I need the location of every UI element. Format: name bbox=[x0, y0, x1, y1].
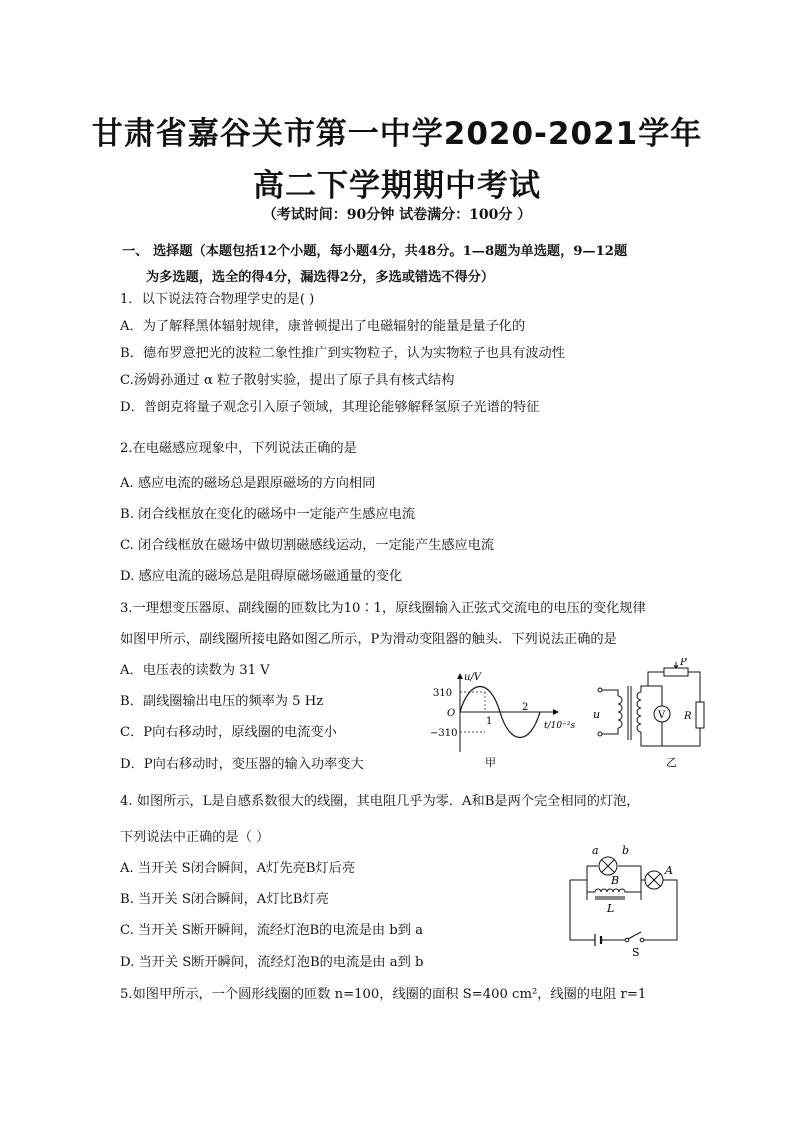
transformer-circuit-figure-yi bbox=[588, 658, 716, 772]
exam-title-line2: 高二下学期期中考试 bbox=[253, 168, 541, 204]
q1-option-a: A．为了解释黑体辐射规律，康普顿提出了电磁辐射的能量是量子化的 bbox=[120, 319, 526, 334]
x-axis-label: t/10⁻²s bbox=[544, 721, 576, 731]
q3-option-a: A．电压表的读数为 31 V bbox=[120, 663, 270, 678]
resistor-R bbox=[696, 702, 704, 728]
waveform-figure-jia bbox=[430, 668, 585, 778]
q3-option-b: B．副线圈输出电压的频率为 5 Hz bbox=[120, 694, 324, 709]
label-b: b bbox=[622, 844, 630, 857]
q1-option-d: D．普朗克将量子观念引入原子领域，其理论能够解释氢原子光谱的特征 bbox=[120, 400, 540, 415]
secondary-bottom-wire bbox=[641, 728, 700, 746]
q3-stem-line1: 3.一理想变压器原、副线圈的匝数比为10∶1，原线圈输入正弦式交流电的电压的变化规律 bbox=[120, 601, 646, 616]
rheostat-top bbox=[664, 668, 688, 676]
exam-subtitle: （考试时间：90分钟 试卷满分：100分 ） bbox=[262, 207, 532, 223]
caption-yi: 乙 bbox=[666, 756, 677, 769]
caption-jia: 甲 bbox=[485, 756, 496, 769]
q2-option-d: D. 感应电流的磁场总是阻碍原磁场磁通量的变化 bbox=[120, 569, 403, 584]
inductor-circuit-figure bbox=[565, 842, 685, 957]
rheostat-slider bbox=[674, 662, 678, 668]
label-B: B bbox=[611, 874, 620, 887]
tick-310: 310 bbox=[433, 688, 453, 699]
switch-contact bbox=[640, 938, 644, 942]
q3-option-d: D．P向右移动时，变压器的输入功率变大 bbox=[120, 757, 364, 772]
inductor-L bbox=[587, 889, 641, 892]
terminal-top bbox=[598, 688, 602, 692]
tick-neg310: −310 bbox=[430, 728, 458, 739]
label-u: u bbox=[593, 708, 601, 721]
secondary-coil bbox=[637, 692, 641, 732]
y-axis-label: u/V bbox=[464, 672, 482, 683]
label-L: L bbox=[607, 902, 615, 915]
q5-stem-line1: 5.如图甲所示，一个圆形线圈的匝数 n=100，线圈的面积 S=400 cm²，线圈的电阻 r=1 bbox=[120, 987, 647, 1002]
q1-option-c: C.汤姆孙通过 α 粒子散射实验，提出了原子具有核式结构 bbox=[120, 373, 455, 388]
q2-option-a: A. 感应电流的磁场总是跟原磁场的方向相同 bbox=[120, 476, 376, 491]
q3-stem-line2: 如图甲所示，副线圈所接电路如图乙所示，P为滑动变阻器的触头．下列说法正确的是 bbox=[120, 632, 617, 647]
label-A: A bbox=[665, 864, 673, 877]
label-a: a bbox=[592, 844, 599, 857]
q4-option-a: A. 当开关 S闭合瞬间，A灯先亮B灯后亮 bbox=[120, 861, 355, 876]
section-heading-line2: 为多选题，选全的得4分，漏选得2分，多选或错选不得分） bbox=[146, 270, 495, 285]
primary-leads bbox=[602, 690, 618, 734]
q4-option-b: B. 当开关 S闭合瞬间，A灯比B灯亮 bbox=[120, 892, 329, 907]
q4-option-c: C. 当开关 S断开瞬间，流经灯泡B的电流是由 b到 a bbox=[120, 923, 423, 938]
primary-coil bbox=[618, 696, 622, 728]
q1-option-b: B．德布罗意把光的波粒二象性推广到实物粒子，认为实物粒子也具有波动性 bbox=[120, 346, 565, 361]
section-heading-line1: 一、 选择题（本题包括12个小题，每小题4分，共48分。1—8题为单选题，9—12题 bbox=[122, 244, 628, 259]
tick-1: 1 bbox=[486, 716, 493, 727]
q4-stem-line2: 下列说法中正确的是（ ） bbox=[120, 830, 270, 845]
tick-2: 2 bbox=[522, 702, 529, 713]
switch-S bbox=[628, 932, 641, 939]
terminal-bottom bbox=[598, 732, 602, 736]
q3-option-c: C．P向右移动时，原线圈的电流变小 bbox=[120, 725, 337, 740]
exam-title-line1: 甘肃省嘉谷关市第一中学2020-2021学年 bbox=[91, 116, 703, 152]
q2-stem: 2.在电磁感应现象中，下列说法正确的是 bbox=[120, 441, 357, 456]
label-V: V bbox=[658, 710, 666, 721]
q2-option-b: B. 闭合线框放在变化的磁场中一定能产生感应电流 bbox=[120, 507, 416, 522]
q4-option-d: D. 当开关 S断开瞬间，流经灯泡B的电流是由 a到 b bbox=[120, 955, 424, 970]
label-R: R bbox=[684, 711, 692, 722]
right-wire bbox=[643, 880, 677, 940]
tick-origin: O bbox=[447, 708, 456, 719]
q1-stem: 1．以下说法符合物理学史的是( ) bbox=[120, 292, 315, 307]
label-P: P bbox=[680, 658, 687, 668]
q2-option-c: C. 闭合线框放在磁场中做切割磁感线运动，一定能产生感应电流 bbox=[120, 538, 495, 553]
label-S: S bbox=[632, 946, 640, 957]
q4-stem-line1: 4. 如图所示，L是自感系数很大的线圈，其电阻几乎为零．A和B是两个完全相同的灯泡， bbox=[120, 794, 640, 809]
